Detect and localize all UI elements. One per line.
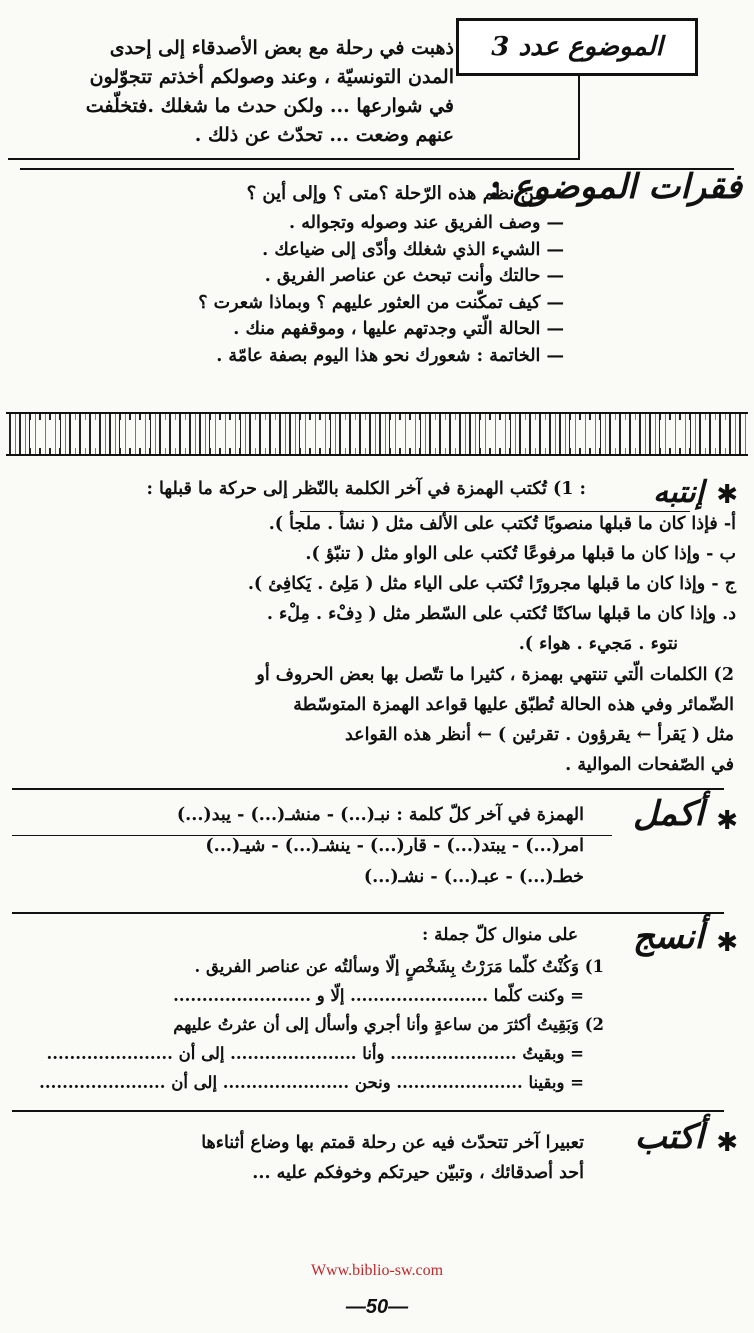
text-line: ب - وإذا كان ما قبلها مرفوعًا تُكتب على الواو مثل ( تنبّؤ ).: [305, 544, 736, 564]
weave-exercise: [39, 952, 604, 1097]
attention-rule-1: [147, 476, 587, 503]
text-line: نتوء . مَجيء . هواء ).: [518, 634, 678, 654]
text-line: : 1) تُكتب الهمزة في آخر الكلمة بالنّظر إلى حركة ما قبلها :: [146, 479, 586, 499]
topic-label: الموضوع عدد 3: [456, 18, 698, 76]
list-item: — وصف الفريق عند وصوله وتجواله .: [24, 210, 564, 237]
text-line: خطـ(...) - عبـ(...) - نشـ(...): [363, 867, 584, 887]
divider: [20, 168, 734, 170]
list-item: — كيف تمكّنت من العثور عليهم ؟ وبماذا شعرت ؟: [24, 290, 564, 317]
paragraphs-title: فقرات الموضوع :: [488, 167, 742, 207]
text-line: = وكنت كلّما ........................ إلّا و ........................: [173, 986, 584, 1005]
divider: [12, 912, 724, 914]
page-number: —50—: [345, 1296, 409, 1318]
topic-line: في شوارعها ... ولكن حدث ما شغلك .فتخلّفت: [85, 95, 454, 117]
text-line: = وبقيتُ ...................... وأنا ...................... إلى أن ......................: [46, 1044, 584, 1063]
complete-exercise: [177, 800, 584, 893]
text-line: ج - وإذا كان ما قبلها مجرورًا تُكتب على الياء مثل ( مَلِئ . يَكافِئ ).: [247, 574, 736, 594]
list-item: — الشيء الذي شغلك وأدّى إلى ضياعك .: [24, 237, 564, 264]
list-item: — حالتك وأنت تبحث عن عناصر الفريق .: [24, 263, 564, 290]
text-line: أ- فإذا كان ما قبلها منصوبًا تُكتب على الألف مثل ( نشأ . ملجأ ).: [268, 514, 736, 534]
star-icon: ✱: [716, 928, 738, 958]
attention-rule-2: [256, 660, 734, 780]
topic-line: المدن التونسيّة ، وعند وصولكم أخذتم تتجوّلون: [89, 66, 454, 88]
text-line: أحد أصدقائك ، وتبيّن حيرتكم وخوفكم عليه ...: [252, 1163, 584, 1183]
text-line: الهمزة في آخر كلّ كلمة : نبـ(...) - منشـ(...) - يبد(...): [176, 805, 584, 825]
write-title: أكتب: [634, 1117, 704, 1157]
topic-text: [14, 34, 454, 150]
divider: [12, 788, 724, 790]
paragraphs-list: [24, 210, 564, 369]
ornament-border: [6, 412, 748, 456]
text-line: على منوال كلّ جملة :: [421, 925, 578, 945]
text-line: الضّمائر وفي هذه الحالة تُطبّق عليها قواعد الهمزة المتوسّطة: [293, 695, 734, 715]
topic-line: ذهبت في رحلة مع بعض الأصدقاء إلى إحدى: [109, 37, 454, 59]
topic-line: عنهم وضعت ... تحدّث عن ذلك .: [194, 124, 454, 146]
text-line: مثل ( يَقرأ ← يقرؤون . تقرئين ) ← أنظر هذه القواعد: [344, 725, 734, 745]
text-line: د. وإذا كان ما قبلها ساكنًا تُكتب على السّطر مثل ( دِفْء . مِلْء .: [266, 604, 736, 624]
text-line: امر(...) - يبتد(...) - قار(...) - ينشـ(...) - شيـ(...): [205, 836, 584, 856]
list-item: — الخاتمة : شعورك نحو هذا اليوم بصفة عامّة .: [24, 343, 564, 370]
text-line: في الصّفحات الموالية .: [565, 755, 734, 775]
text-line: = وبقينا ...................... ونحن ...................... إلى أن ......................: [39, 1073, 584, 1092]
write-exercise: [201, 1128, 584, 1188]
star-icon: ✱: [716, 1128, 738, 1158]
paragraphs-intro: من نظم هذه الرّحلة ؟متى ؟ وإلى أين ؟: [246, 183, 544, 204]
star-icon: ✱: [716, 806, 738, 836]
complete-title: أكمل: [632, 794, 704, 834]
weave-instruction: [422, 922, 578, 949]
list-item: — الحالة الّتي وجدتهم عليها ، وموقفهم منك .: [24, 316, 564, 343]
weave-title: أنسج: [632, 917, 704, 957]
attention-body: [248, 509, 736, 659]
star-icon: ✱: [716, 480, 738, 510]
text-line: 2) الكلمات الّتي تنتهي بهمزة ، كثيرا ما تتّصل بها بعض الحروف أو: [256, 665, 734, 685]
text-line: 1) وَكُنْتُ كلّما مَرَرْتُ بِشَخْصٍ إلّا وسألتُه عن عناصر الفريق .: [194, 957, 604, 976]
divider: [12, 1110, 724, 1112]
text-line: تعبيرا آخر تتحدّث فيه عن رحلة قمتم بها وضاع أثناءها: [201, 1133, 584, 1153]
attention-title: إنتبه: [653, 475, 704, 510]
website-link[interactable]: Www.biblio-sw.com: [310, 1262, 444, 1279]
text-line: 2) وَبَقِيتُ أكثرَ من ساعةٍ وأنا أجري وأسأل إلى أن عثرتُ عليهم: [173, 1015, 604, 1034]
